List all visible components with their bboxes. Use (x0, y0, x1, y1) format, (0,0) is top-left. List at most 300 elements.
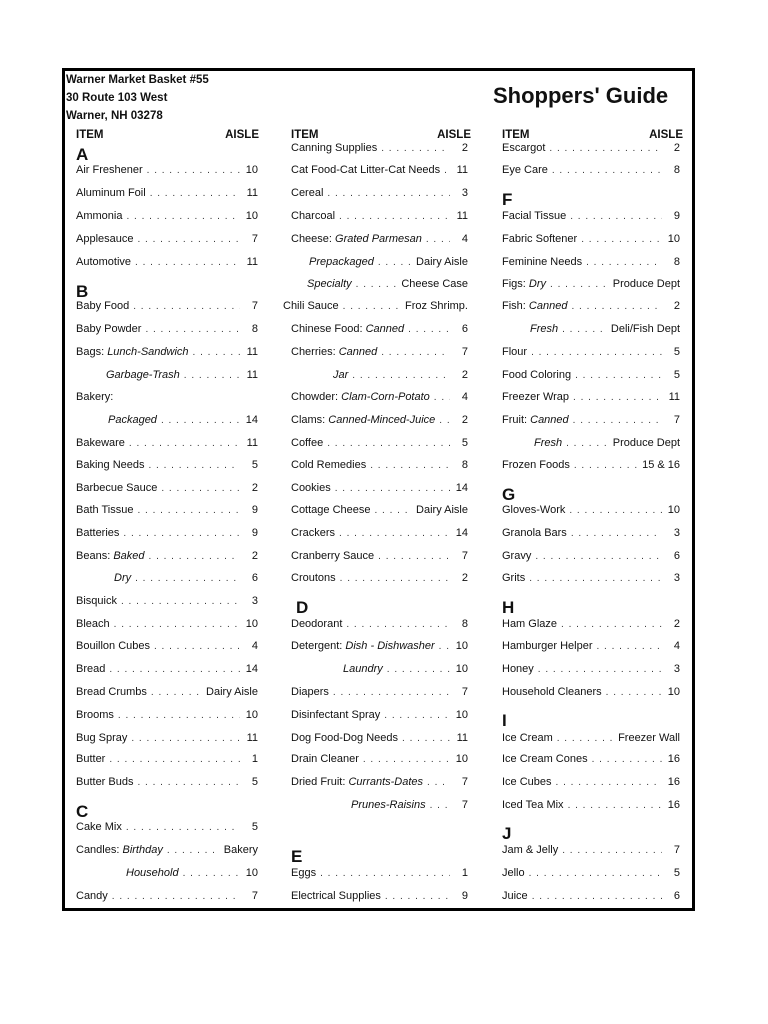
store-info (66, 71, 209, 125)
item-name: Candles: (76, 844, 123, 856)
item-subtype: Fresh (530, 323, 559, 335)
item-label (76, 844, 163, 856)
dot-leader (529, 573, 662, 584)
list-item (502, 459, 680, 471)
aisle-value: 10 (667, 686, 680, 698)
item-name: Honey (502, 663, 534, 675)
item-subtype: Clam-Corn-Potato (341, 391, 430, 403)
item-label (291, 776, 423, 788)
item-label (76, 346, 189, 358)
list-item (502, 527, 680, 539)
item-name: Clams: (291, 414, 329, 426)
item-label (502, 640, 592, 652)
dot-leader (356, 279, 398, 290)
item-name: Bakery: (76, 391, 114, 403)
list-item (502, 890, 680, 902)
item-name: Iced Tea Mix (502, 799, 564, 811)
aisle-value: 9 (251, 504, 258, 516)
item-label (291, 572, 336, 584)
item-name: Cake Mix (76, 821, 122, 833)
item-label (76, 233, 134, 245)
aisle-value: 10 (245, 164, 258, 176)
dot-leader (606, 687, 662, 698)
dot-leader (561, 619, 662, 630)
item-name: Bags: (76, 346, 108, 358)
list-item (76, 391, 258, 403)
dot-leader (549, 143, 662, 154)
dot-leader (426, 234, 450, 245)
item-name: Baby Powder (76, 323, 142, 335)
item-label (502, 867, 525, 879)
item-name: Ice Cream Cones (502, 753, 588, 765)
list-item (291, 890, 468, 902)
list-item (502, 278, 680, 290)
dot-leader (109, 664, 240, 675)
dot-leader (529, 868, 662, 879)
dot-leader (133, 301, 240, 312)
col2-header (291, 129, 471, 141)
list-item (76, 709, 258, 721)
dot-leader (363, 754, 450, 765)
aisle-value: 11 (668, 391, 680, 403)
dot-leader (378, 551, 450, 562)
item-label (76, 686, 147, 698)
item-subtype: Dish - Dishwasher (345, 640, 435, 652)
item-label (530, 323, 558, 335)
item-label (76, 663, 105, 675)
item-label (291, 233, 422, 245)
item-header: ITEM (502, 129, 530, 141)
dot-leader (408, 324, 450, 335)
aisle-value: 9 (673, 210, 680, 222)
aisle-value: 6 (673, 550, 680, 562)
item-name: Eggs (291, 867, 317, 879)
dot-leader (550, 279, 609, 290)
item-label (333, 369, 348, 381)
item-name: Ice Cream (502, 732, 553, 744)
item-label (76, 821, 122, 833)
list-item (502, 753, 680, 765)
dot-leader (573, 392, 662, 403)
list-item (291, 867, 468, 879)
item-label (291, 414, 435, 426)
item-label (76, 300, 129, 312)
dot-leader (150, 188, 240, 199)
item-subtype: Birthday (122, 844, 163, 856)
item-subtype: Canned (530, 414, 569, 426)
aisle-value: 10 (667, 504, 680, 516)
item-name: Hamburger Helper (502, 640, 593, 652)
dot-leader (129, 438, 240, 449)
list-item (502, 256, 680, 268)
aisle-value: 8 (673, 256, 680, 268)
dot-leader (592, 754, 662, 765)
item-label (502, 142, 545, 154)
aisle-header: AISLE (225, 129, 259, 141)
list-item (534, 437, 680, 449)
list-item (291, 732, 468, 744)
store-name: Warner Market Basket #55 (66, 74, 209, 86)
item-name: Butter (76, 753, 106, 765)
dot-leader (346, 619, 450, 630)
list-item (76, 663, 258, 675)
item-name: Fruit: (502, 414, 531, 426)
aisle-value: 5 (673, 867, 680, 879)
dot-leader (109, 754, 240, 765)
list-item (351, 799, 468, 811)
dot-leader (535, 551, 662, 562)
list-item (76, 482, 258, 494)
dot-leader (370, 460, 450, 471)
list-item (76, 776, 258, 788)
aisle-value: 5 (251, 459, 258, 471)
dot-leader (320, 868, 450, 879)
item-label (291, 164, 440, 176)
item-name: Bakeware (76, 437, 125, 449)
item-label (502, 164, 548, 176)
list-item (291, 346, 468, 358)
item-label (76, 550, 145, 562)
item-label (502, 799, 564, 811)
aisle-value: Dairy Aisle (416, 256, 468, 268)
item-label (76, 164, 143, 176)
dot-leader (402, 733, 450, 744)
item-subtype: Canned (338, 346, 378, 358)
dot-leader (339, 528, 450, 539)
item-label (76, 187, 146, 199)
item-label (351, 799, 426, 811)
aisle-value: 4 (461, 391, 468, 403)
item-name: Electrical Supplies (291, 890, 381, 902)
item-label (291, 709, 380, 721)
item-subtype: Laundry (343, 663, 383, 675)
dot-leader (137, 505, 240, 516)
aisle-value: 9 (461, 890, 468, 902)
item-name: Applesauce (76, 233, 134, 245)
dot-leader (138, 234, 241, 245)
dot-leader (581, 234, 662, 245)
aisle-value: 10 (245, 709, 258, 721)
item-name: Detergent: (291, 640, 346, 652)
list-item (502, 369, 680, 381)
item-label (76, 618, 110, 630)
item-subtype: Prepackaged (309, 256, 374, 268)
list-item (76, 732, 258, 744)
dot-leader (427, 777, 450, 788)
dot-leader (439, 415, 450, 426)
item-name: Fabric Softener (502, 233, 578, 245)
dot-leader (193, 347, 240, 358)
dot-leader (339, 211, 450, 222)
item-label (502, 572, 525, 584)
aisle-value: 6 (673, 890, 680, 902)
item-name: Aluminum Foil (76, 187, 146, 199)
item-name: Bouillon Cubes (76, 640, 150, 652)
list-item (76, 504, 258, 516)
aisle-value: 16 (667, 776, 680, 788)
item-label (343, 663, 383, 675)
list-item (76, 256, 258, 268)
item-label (76, 732, 127, 744)
dot-leader (161, 483, 240, 494)
section-letter-j: J (502, 824, 512, 843)
item-label (291, 210, 335, 222)
list-item (291, 753, 468, 765)
item-label (502, 686, 602, 698)
item-name: Gloves-Work (502, 504, 566, 516)
dot-leader (167, 845, 220, 856)
dot-leader (439, 641, 450, 652)
item-label (291, 686, 329, 698)
item-label (291, 346, 377, 358)
list-item (291, 414, 468, 426)
list-item (502, 550, 680, 562)
section-letter-e: E (291, 847, 303, 866)
item-label (76, 437, 125, 449)
item-label (76, 776, 133, 788)
list-item (76, 459, 258, 471)
item-label (114, 572, 131, 584)
item-subtype: Grated Parmesan (335, 233, 422, 245)
list-item (291, 142, 468, 154)
item-name: Ice Cubes (502, 776, 552, 788)
item-name: Deodorant (291, 618, 343, 630)
aisle-value: 2 (461, 369, 468, 381)
item-subtype: Packaged (108, 414, 157, 426)
aisle-value: 2 (461, 572, 468, 584)
item-name: Candy (76, 890, 108, 902)
aisle-value: 2 (673, 618, 680, 630)
aisle-value: 5 (461, 437, 468, 449)
list-item (502, 640, 680, 652)
item-name: Cottage Cheese (291, 504, 371, 516)
dot-leader (596, 641, 662, 652)
list-item (502, 663, 680, 675)
list-item (502, 142, 680, 154)
aisle-value: 3 (251, 595, 258, 607)
item-label (291, 640, 435, 652)
item-subtype: Dry (114, 572, 132, 584)
item-name: Gravy (502, 550, 532, 562)
item-label (534, 437, 562, 449)
item-subtype: Household (126, 867, 179, 879)
item-name: Escargot (502, 142, 546, 154)
list-item (502, 732, 680, 744)
dot-leader (586, 257, 662, 268)
aisle-value: 7 (461, 346, 468, 358)
aisle-value: Froz Shrimp. (405, 300, 468, 312)
aisle-value: 7 (673, 844, 680, 856)
list-item (76, 686, 258, 698)
dot-leader (137, 777, 240, 788)
dot-leader (562, 324, 607, 335)
item-label (291, 732, 398, 744)
dot-leader (126, 211, 240, 222)
item-label (291, 187, 323, 199)
item-label (291, 890, 381, 902)
item-label (76, 210, 122, 222)
aisle-value: 3 (673, 572, 680, 584)
list-item (291, 776, 468, 788)
list-item (502, 346, 680, 358)
list-item (76, 187, 258, 199)
aisle-value: 11 (456, 210, 468, 222)
aisle-value: 2 (461, 142, 468, 154)
aisle-value: 11 (246, 437, 258, 449)
list-item (502, 686, 680, 698)
item-name: Ammonia (76, 210, 123, 222)
list-item (502, 300, 680, 312)
list-item (76, 346, 258, 358)
item-name: Freezer Wrap (502, 391, 570, 403)
item-label (502, 346, 527, 358)
item-subtype: Baked (113, 550, 145, 562)
item-subtype: Canned-Minced-Juice (328, 414, 436, 426)
item-name: Food Coloring (502, 369, 572, 381)
item-label (76, 482, 157, 494)
item-label (502, 391, 569, 403)
item-name: Bisquick (76, 595, 117, 607)
list-item (126, 867, 258, 879)
list-item (76, 618, 258, 630)
item-name: Cereal (291, 187, 324, 199)
dot-leader (573, 415, 662, 426)
item-label (76, 640, 150, 652)
item-label (76, 753, 105, 765)
item-label (309, 256, 374, 268)
section-letter-b: B (76, 282, 89, 301)
dot-leader (145, 324, 240, 335)
aisle-value: Dairy Aisle (206, 686, 258, 698)
list-item (291, 391, 468, 403)
item-name: Grits (502, 572, 526, 584)
section-letter-d: D (296, 598, 309, 617)
item-name: Barbecue Sauce (76, 482, 158, 494)
aisle-value: Dairy Aisle (416, 504, 468, 516)
aisle-value: 5 (251, 776, 258, 788)
aisle-value: 14 (455, 482, 468, 494)
item-subtype: Prunes-Raisins (351, 799, 426, 811)
dot-leader (562, 845, 662, 856)
list-item (291, 210, 468, 222)
dot-leader (149, 460, 241, 471)
aisle-value: 7 (251, 890, 258, 902)
item-label (291, 459, 366, 471)
aisle-value: Produce Dept (612, 437, 680, 449)
item-label (502, 256, 582, 268)
item-label (76, 256, 131, 268)
aisle-value: 4 (251, 640, 258, 652)
item-name: Facial Tissue (502, 210, 567, 222)
aisle-value: 10 (245, 210, 258, 222)
item-header: ITEM (291, 129, 319, 141)
item-name: Cookies (291, 482, 331, 494)
item-name: Granola Bars (502, 527, 567, 539)
item-subtype: Garbage-Trash (106, 369, 180, 381)
aisle-value: 6 (461, 323, 468, 335)
dot-leader (556, 777, 662, 788)
item-name: Air Freshener (76, 164, 143, 176)
dot-leader (154, 641, 240, 652)
aisle-value: 14 (455, 527, 468, 539)
item-name: Butter Buds (76, 776, 134, 788)
item-subtype: Dry (528, 278, 547, 290)
aisle-value: 7 (251, 300, 258, 312)
item-label (291, 504, 371, 516)
aisle-value: 5 (673, 369, 680, 381)
list-item (307, 278, 468, 290)
item-name: Bug Spray (76, 732, 128, 744)
aisle-value: 2 (673, 142, 680, 154)
dot-leader (571, 528, 662, 539)
item-label (291, 437, 323, 449)
list-item (76, 233, 258, 245)
dot-leader (118, 710, 240, 721)
aisle-value: 8 (673, 164, 680, 176)
dot-leader (121, 596, 240, 607)
item-name: Automotive (76, 256, 132, 268)
item-label (76, 323, 141, 335)
dot-leader (114, 619, 240, 630)
item-name: Charcoal (291, 210, 336, 222)
aisle-value: 3 (673, 527, 680, 539)
item-name: Bread (76, 663, 106, 675)
aisle-value: 2 (673, 300, 680, 312)
dot-leader (375, 505, 413, 516)
list-item (76, 550, 258, 562)
dot-leader (327, 438, 450, 449)
aisle-value: 8 (251, 323, 258, 335)
item-label (502, 776, 552, 788)
aisle-value: 16 (667, 753, 680, 765)
dot-leader (385, 891, 450, 902)
col3-header (502, 129, 683, 141)
item-name: Dog Food-Dog Needs (291, 732, 399, 744)
aisle-value: 7 (461, 686, 468, 698)
item-label (76, 459, 145, 471)
item-name: Crackers (291, 527, 336, 539)
aisle-value: 10 (455, 640, 468, 652)
item-name: Cheese: (291, 233, 336, 245)
dot-leader (112, 891, 240, 902)
list-item (502, 867, 680, 879)
aisle-value: 11 (456, 164, 468, 176)
dot-leader (384, 710, 450, 721)
list-item (291, 459, 468, 471)
item-label (502, 414, 569, 426)
list-item (76, 640, 258, 652)
aisle-value: 4 (461, 233, 468, 245)
list-item (291, 504, 468, 516)
dot-leader (568, 800, 662, 811)
item-name: Diapers (291, 686, 329, 698)
dot-leader (552, 165, 662, 176)
list-item (291, 233, 468, 245)
list-item (76, 890, 258, 902)
aisle-value: 10 (245, 618, 258, 630)
list-item (291, 618, 468, 630)
dot-leader (161, 415, 240, 426)
list-item (502, 414, 680, 426)
dot-leader (531, 347, 662, 358)
item-label (502, 459, 570, 471)
list-item (76, 753, 258, 765)
item-subtype: Lunch-Sandwich (107, 346, 189, 358)
item-header: ITEM (76, 129, 104, 141)
list-item (333, 369, 468, 381)
item-label (76, 595, 117, 607)
dot-leader (378, 257, 412, 268)
